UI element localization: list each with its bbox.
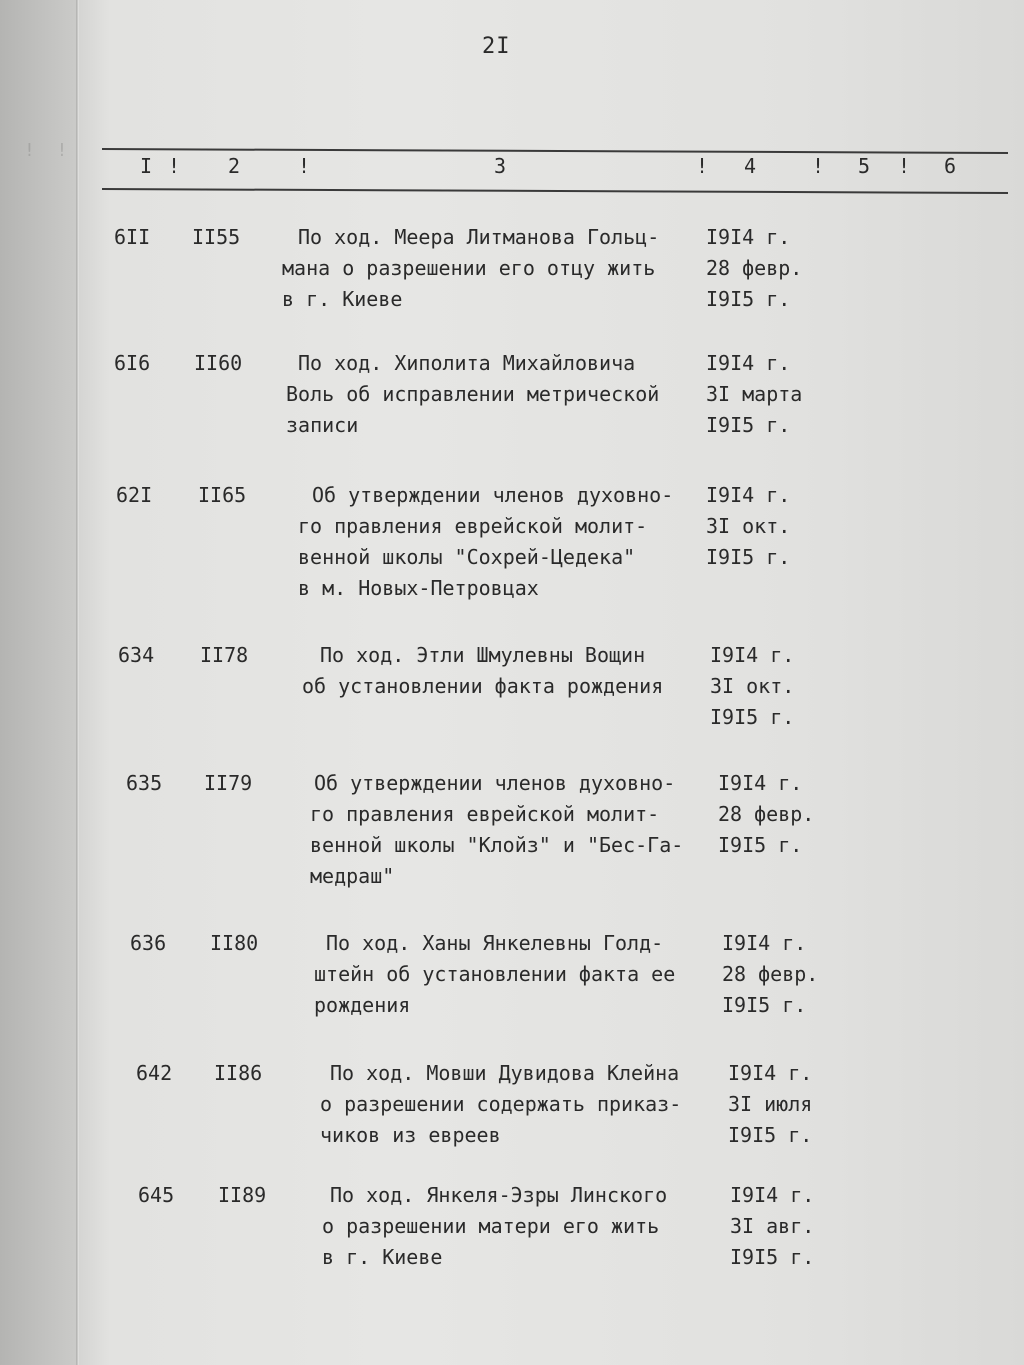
date-line: I9I5 г. [706,287,791,311]
description-line: Об утверждении членов духовно- [314,771,676,795]
entry-reference: II86 [214,1061,263,1085]
description-line: По ход. Ханы Янкелевны Голд- [326,931,664,955]
entry-number: 642 [136,1061,173,1085]
entry-number: 62I [116,483,153,507]
header-sep: ! [168,154,181,178]
page-number: 2I [482,34,511,59]
date-line: 28 февр. [718,802,815,826]
header-sep: ! [298,154,311,178]
entry-dates [706,348,802,441]
date-line: I9I4 г. [722,931,807,955]
description-line: в г. Киеве [282,287,403,311]
header-sep: ! [696,154,709,178]
entry-number: 6II [114,225,151,249]
description-line: венной школы "Клойз" и "Бес-Га- [310,833,684,857]
entry-description [282,222,708,315]
description-line: в м. Новых-Петровцах [298,576,539,600]
description-line: о разрешении содержать приказ- [320,1092,682,1116]
description-line: рождения [314,993,411,1017]
entry-reference: II79 [204,771,253,795]
entry-reference: II55 [192,225,241,249]
header-sep: ! [812,154,825,178]
page-fold [76,0,79,1365]
entry-description [314,928,724,1021]
entry-dates [728,1058,812,1151]
date-line: 3I июля [728,1092,813,1116]
entry-description [286,348,708,441]
description-line: об установлении факта рождения [302,674,664,698]
header-col6: 6 [944,154,957,178]
date-line: I9I5 г. [718,833,803,857]
header-col3: 3 [494,154,507,178]
date-line: 3I авг. [730,1214,815,1238]
table-header-rule [102,188,1008,194]
description-line: По ход. Янкеля-Эзры Линского [330,1183,668,1207]
archive-page [80,0,1024,1365]
description-line: венной школы "Сохрей-Цедека" [298,545,636,569]
entry-number: 634 [118,643,155,667]
left-page-ghost: ! ! [24,140,68,161]
entry-description [322,1180,732,1273]
entry-dates [706,480,790,573]
entry-dates [706,222,802,315]
entry-reference: II78 [200,643,249,667]
date-line: I9I4 г. [706,351,791,375]
date-line: I9I4 г. [706,225,791,249]
entry-dates [710,640,794,733]
entry-description [302,640,712,702]
description-line: По ход. Хиполита Михайловича [298,351,636,375]
entry-description [298,480,708,604]
date-line: I9I4 г. [730,1183,815,1207]
description-line: По ход. Этли Шмулевны Вощин [320,643,646,667]
entry-reference: II89 [218,1183,267,1207]
entry-description [320,1058,730,1151]
description-line: Об утверждении членов духовно- [312,483,674,507]
description-line: медраш" [310,864,395,888]
left-page-edge [0,0,78,1365]
description-line: чиков из евреев [320,1123,501,1147]
date-line: 3I марта [706,382,803,406]
date-line: 28 февр. [722,962,819,986]
description-line: о разрешении матери его жить [322,1214,660,1238]
entry-dates [730,1180,814,1273]
entry-number: 645 [138,1183,175,1207]
date-line: I9I5 г. [706,545,791,569]
date-line: I9I5 г. [722,993,807,1017]
date-line: 3I окт. [706,514,791,538]
date-line: 3I окт. [710,674,795,698]
description-line: По ход. Меера Литманова Гольц- [298,225,660,249]
date-line: I9I5 г. [710,705,795,729]
date-line: I9I4 г. [706,483,791,507]
entry-dates [718,768,814,861]
date-line: I9I4 г. [710,643,795,667]
description-line: штейн об установлении факта ее [314,962,676,986]
date-line: I9I4 г. [718,771,803,795]
description-line: в г. Киеве [322,1245,443,1269]
entry-number: 635 [126,771,163,795]
date-line: I9I5 г. [730,1245,815,1269]
table-header [102,154,1008,184]
entry-number: 636 [130,931,167,955]
description-line: Воль об исправлении метрической [286,382,660,406]
date-line: 28 февр. [706,256,803,280]
date-line: I9I5 г. [706,413,791,437]
date-line: I9I4 г. [728,1061,813,1085]
description-line: записи [286,413,359,437]
entry-reference: II60 [194,351,243,375]
header-col1: I [140,154,153,178]
date-line: I9I5 г. [728,1123,813,1147]
header-sep: ! [898,154,911,178]
header-col4: 4 [744,154,757,178]
header-col5: 5 [858,154,871,178]
entry-reference: II65 [198,483,247,507]
description-line: го правления еврейской молит- [310,802,660,826]
description-line: го правления еврейской молит- [298,514,648,538]
entry-description [310,768,720,892]
entry-dates [722,928,818,1021]
header-col2: 2 [228,154,241,178]
entry-number: 6I6 [114,351,151,375]
description-line: мана о разрешении его отцу жить [282,256,656,280]
entry-reference: II80 [210,931,259,955]
description-line: По ход. Мовши Дувидова Клейна [330,1061,680,1085]
